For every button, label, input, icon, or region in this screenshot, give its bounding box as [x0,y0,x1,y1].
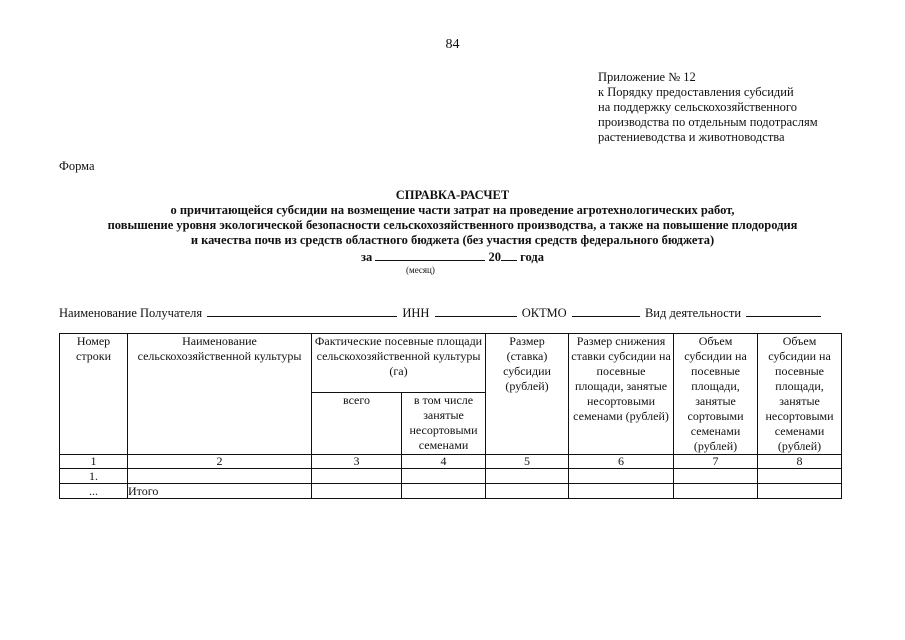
year-field[interactable] [501,249,517,261]
oktmo-label: ОКТМО [521,306,567,320]
table-row [60,469,842,484]
area-non-varietal-cell[interactable] [402,469,486,484]
header-crop-name: Наименование сельскохозяйственной культуры [128,334,312,455]
appendix-line: растениеводства и животноводства [598,130,785,144]
document-title [0,188,905,248]
column-number: 4 [402,455,486,469]
inn-label: ИНН [402,306,430,320]
inn-field[interactable] [435,305,517,317]
header-area-total: всего [312,393,402,455]
header-row-number: Номер строки [60,334,128,455]
header-row [60,334,842,393]
subsidy-rate-cell[interactable] [486,469,569,484]
header-volume-non-varietal: Объем субсидии на посевные площади, занятые несортовыми семенами (рублей) [758,334,842,455]
title-line: о причитающейся субсидии на возмещение части затрат на проведение агротехнологических работ, [170,203,735,217]
rate-reduction-cell[interactable] [569,469,674,484]
title-line: повышение уровня экологической безопасности сельскохозяйственного производства, а также на повышение плодородия [107,218,798,232]
appendix-reference [598,70,818,145]
title-heading: СПРАВКА-РАСЧЕТ [395,188,510,202]
header-area-non-varietal: в том числе занятые несортовыми семенами [402,393,486,455]
activity-field[interactable] [746,305,821,317]
row-number-cell: ... [60,484,128,499]
header-rate-reduction: Размер снижения ставки субсидии на посевные площади, занятые несортовыми семенами (рублей) [569,334,674,455]
volume-non-varietal-cell[interactable] [758,484,842,499]
volume-non-varietal-cell[interactable] [758,469,842,484]
oktmo-field[interactable] [572,305,640,317]
appendix-line: к Порядку предоставления субсидий [598,85,794,99]
recipient-name-label: Наименование Получателя [59,306,203,320]
column-number: 3 [312,455,402,469]
table-row-total [60,484,842,499]
header-volume-varietal: Объем субсидии на посевные площади, занятые сортовыми семенами (рублей) [674,334,758,455]
title-line: и качества почв из средств областного бюджета (без участия средств федерального бюджета) [190,233,715,247]
period-suffix: года [520,250,544,264]
column-number: 5 [486,455,569,469]
form-label: Форма [59,159,95,173]
area-total-cell[interactable] [312,469,402,484]
area-total-cell[interactable] [312,484,402,499]
crop-name-cell[interactable] [128,469,312,484]
column-number: 8 [758,455,842,469]
rate-reduction-cell[interactable] [569,484,674,499]
recipient-line [59,305,823,321]
activity-label: Вид деятельности [644,306,742,320]
subsidy-rate-cell[interactable] [486,484,569,499]
column-number: 6 [569,455,674,469]
appendix-line: на поддержку сельскохозяйственного [598,100,797,114]
month-note: (месяц) [406,265,435,275]
area-non-varietal-cell[interactable] [402,484,486,499]
month-field[interactable] [375,249,485,261]
column-number: 1 [60,455,128,469]
recipient-name-field[interactable] [207,305,397,317]
header-subsidy-rate: Размер (ставка) субсидии (рублей) [486,334,569,455]
page-number: 84 [445,37,460,52]
appendix-line: Приложение № 12 [598,70,696,84]
volume-varietal-cell[interactable] [674,484,758,499]
column-number: 2 [128,455,312,469]
total-label-cell: Итого [128,484,312,499]
column-number-row [60,455,842,469]
calculation-table [59,333,842,499]
appendix-line: производства по отдельным подотраслям [598,115,818,129]
volume-varietal-cell[interactable] [674,469,758,484]
period-line [0,249,905,265]
row-number-cell: 1. [60,469,128,484]
column-number: 7 [674,455,758,469]
period-prefix: за [361,250,373,264]
year-prefix: 20 [488,250,502,264]
header-area-group: Фактические посевные площади сельскохозяйственной культуры (га) [312,334,486,393]
